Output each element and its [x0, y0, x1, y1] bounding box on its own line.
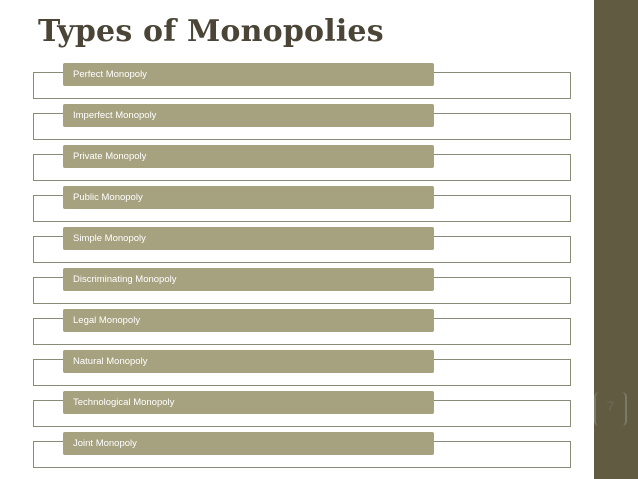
slide-title: Types of Monopolies [38, 14, 384, 49]
item-bar: Discriminating Monopoly [63, 268, 434, 291]
item-bar: Public Monopoly [63, 186, 434, 209]
item-bar: Imperfect Monopoly [63, 104, 434, 127]
item-bar: Natural Monopoly [63, 350, 434, 373]
item-bar: Legal Monopoly [63, 309, 434, 332]
item-bar: Perfect Monopoly [63, 63, 434, 86]
item-bar: Joint Monopoly [63, 432, 434, 455]
item-bar: Simple Monopoly [63, 227, 434, 250]
item-bar: Private Monopoly [63, 145, 434, 168]
page-number: 7 [606, 398, 615, 414]
item-bar: Technological Monopoly [63, 391, 434, 414]
